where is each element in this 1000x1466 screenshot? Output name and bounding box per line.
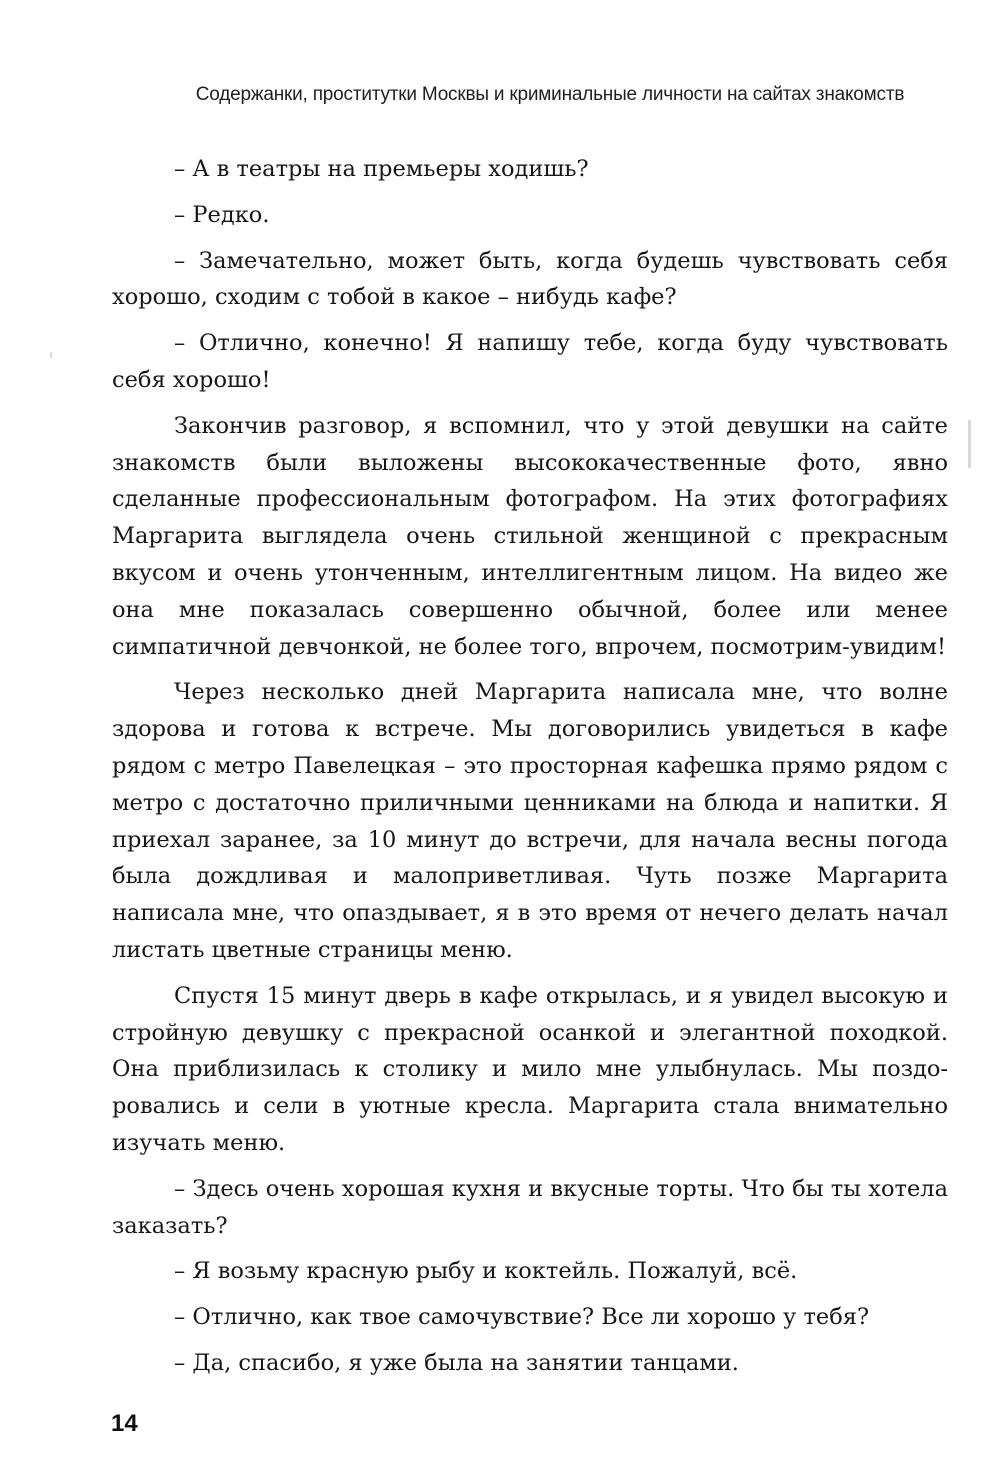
paragraph: – Здесь очень хорошая кухня и вкусные торты. Что бы ты хотела заказать? — [112, 1175, 948, 1239]
paragraph: – Да, спасибо, я уже была на занятии танцами. — [174, 1349, 739, 1376]
paragraph: – Замечательно, может быть, когда будешь чувствовать себя хорошо, сходим с тобой в какое – нибудь кафе? — [112, 247, 948, 311]
paragraph: Спустя 15 минут дверь в кафе открылась, и я увидел высокую и стройную девушку с прекрасной осанкой и элегантной походкой. Она приблизилась к столику и мило мне улыбнулась. Мы поздоровались и сели в уютные кресла. Маргарита стала внимательно изучать меню. — [112, 982, 948, 1156]
paragraph: – Редко. — [174, 201, 270, 228]
paragraph: Закончив разговор, я вспомнил, что у этой девушки на сайте знакомств были выложены высококачественные фото, явно сделанные профессиональным фотографом. На этих фотографиях Маргарита выглядела очень стильной женщиной с прекрасным вкусом и очень утонченным, интеллигентным лицом. На видео же она мне показалась совершенно обычной, более или менее симпатичной девчонкой, не более того, впрочем, посмотрим-увидим! — [112, 412, 948, 660]
body-text — [112, 151, 948, 1391]
paragraph: – Отлично, конечно! Я напишу тебе, когда буду чувствовать себя хорошо! — [112, 330, 948, 393]
page-number: 14 — [111, 1410, 138, 1437]
scan-edge-mark — [50, 352, 52, 358]
paragraph: – А в театры на премьеры ходишь? — [174, 156, 589, 182]
running-head: Содержанки, проститутки Москвы и криминальные личности на сайтах знакомств — [195, 84, 905, 105]
scan-edge-mark — [968, 420, 971, 468]
paragraph: – Я возьму красную рыбу и коктейль. Пожалуй, всё. — [174, 1258, 798, 1285]
paragraph: – Отлично, как твое самочувствие? Все ли хорошо у тебя? — [174, 1304, 870, 1331]
paragraph: Через несколько дней Маргарита написала мне, что волне здорова и готова к встрече. Мы договорились увидеться в кафе рядом с метро Павелецкая – это просторная кафешка прямо рядом с метро с достаточно приличными ценниками на блюда и напитки. Я приехал заранее, за 10 минут до встречи, для начала весны погода была дождливая и малоприветливая. Чуть позже Маргарита написала мне, что опаздывает, я в это время от нечего делать начал листать цветные страницы меню. — [112, 679, 948, 963]
